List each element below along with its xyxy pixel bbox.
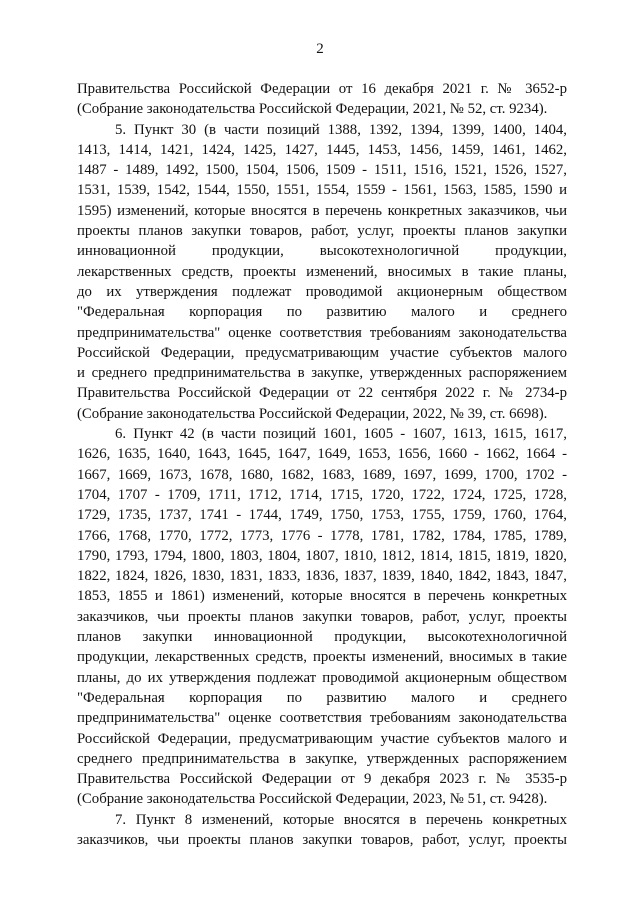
text-line: предпринимательства" оценке соответствия требованиям законодательства <box>77 324 567 341</box>
text-line: лекарственных средств, проекты изменений, вносимых в такие планы, <box>77 263 567 280</box>
text-line: 1487 - 1489, 1492, 1500, 1504, 1506, 1509 - 1511, 1516, 1521, 1526, 1527, <box>77 162 567 179</box>
text-line: заказчиков, чьи проекты планов закупки товаров, работ, услуг, проекты <box>77 831 567 848</box>
text-line: инновационной продукции, высокотехнологичной продукции, <box>77 243 567 260</box>
text-line: и среднего предпринимательства в закупке, утвержденных распоряжением <box>77 365 567 382</box>
text-line: 1729, 1735, 1737, 1741 - 1744, 1749, 1750, 1753, 1755, 1759, 1760, 1764, <box>77 507 567 524</box>
text-line: планы, до их утверждения подлежат проводимой акционерным обществом <box>77 669 567 686</box>
text-line: Правительства Российской Федерации от 16 декабря 2021 г. № 3652-р <box>77 81 567 97</box>
text-line: продукции, лекарственных средств, проекты изменений, вносимых в такие <box>77 649 567 666</box>
text-line: 1704, 1707 - 1709, 1711, 1712, 1714, 1715, 1720, 1722, 1724, 1725, 1728, <box>77 486 567 503</box>
text-line: 1790, 1793, 1794, 1800, 1803, 1804, 1807, 1810, 1812, 1814, 1815, 1819, 1820, <box>77 547 567 564</box>
text-line: Российской Федерации, предусматривающим участие субъектов малого <box>77 344 567 361</box>
text-line: (Собрание законодательства Российской Федерации, 2023, № 51, ст. 9428). <box>77 791 548 808</box>
text-line: "Федеральная корпорация по развитию малого и среднего <box>77 689 567 706</box>
text-line: "Федеральная корпорация по развитию малого и среднего <box>77 304 567 321</box>
text-line: (Собрание законодательства Российской Федерации, 2022, № 39, ст. 6698). <box>77 405 548 422</box>
text-line: Российской Федерации, предусматривающим участие субъектов малого и <box>77 730 567 747</box>
document-body <box>77 79 567 850</box>
text-line: 5. Пункт 30 (в части позиций 1388, 1392, 1394, 1399, 1400, 1404, <box>115 121 567 138</box>
text-line: 1766, 1768, 1770, 1772, 1773, 1776 - 1778, 1781, 1782, 1784, 1785, 1789, <box>77 527 567 544</box>
text-line: 7. Пункт 8 изменений, которые вносятся в перечень конкретных <box>115 811 567 828</box>
text-line: 6. Пункт 42 (в части позиций 1601, 1605 - 1607, 1613, 1615, 1617, <box>115 426 567 443</box>
text-line: планов закупки инновационной продукции, высокотехнологичной <box>77 629 567 646</box>
text-line: 1667, 1669, 1673, 1678, 1680, 1682, 1683, 1689, 1697, 1699, 1700, 1702 - <box>77 466 567 483</box>
text-line: 1853, 1855 и 1861) изменений, которые вносятся в перечень конкретных <box>77 588 567 605</box>
text-line: Правительства Российской Федерации от 22 сентября 2022 г. № 2734-р <box>77 385 567 402</box>
text-line: 1595) изменений, которые вносятся в перечень конкретных заказчиков, чьи <box>77 202 567 219</box>
page-number: 2 <box>316 41 324 57</box>
text-line: проекты планов закупки товаров, работ, услуг, проекты планов закупки <box>77 223 567 240</box>
text-line: 1626, 1635, 1640, 1643, 1645, 1647, 1649, 1653, 1656, 1660 - 1662, 1664 - <box>77 446 567 463</box>
text-line: до их утверждения подлежат проводимой акционерным обществом <box>77 283 567 300</box>
text-line: (Собрание законодательства Российской Федерации, 2021, № 52, ст. 9234). <box>77 101 548 118</box>
text-line: 1531, 1539, 1542, 1544, 1550, 1551, 1554, 1559 - 1561, 1563, 1585, 1590 и <box>77 182 567 199</box>
text-line: 1822, 1824, 1826, 1830, 1831, 1833, 1836, 1837, 1839, 1840, 1842, 1843, 1847, <box>77 568 567 585</box>
text-line: 1413, 1414, 1421, 1424, 1425, 1427, 1445, 1453, 1456, 1459, 1461, 1462, <box>77 141 567 158</box>
text-line: среднего предпринимательства в закупке, утвержденных распоряжением <box>77 750 567 767</box>
text-line: Правительства Российской Федерации от 9 декабря 2023 г. № 3535-р <box>77 771 567 788</box>
text-line: предпринимательства" оценке соответствия требованиям законодательства <box>77 710 567 727</box>
text-line: заказчиков, чьи проекты планов закупки товаров, работ, услуг, проекты <box>77 608 567 625</box>
